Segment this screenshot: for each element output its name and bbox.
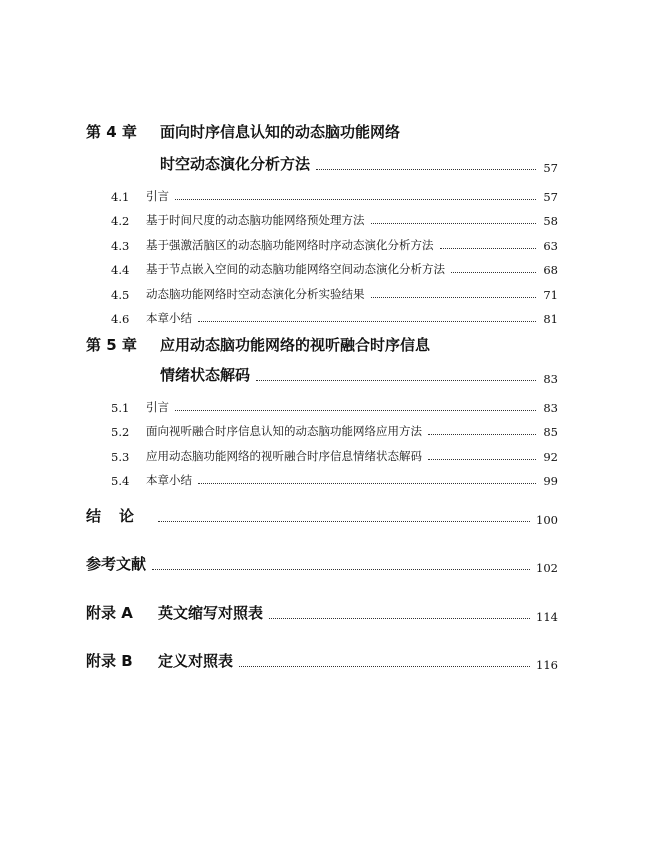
dot-leader — [316, 168, 536, 170]
chapter-title-cont: 时空动态演化分析方法 — [160, 155, 311, 173]
dot-leader — [239, 665, 530, 667]
toc-section-4-1[interactable] — [111, 180, 558, 204]
toc-references[interactable] — [86, 550, 558, 574]
page-number: 92 — [543, 450, 558, 464]
toc-chapter4-heading-cont[interactable] — [86, 150, 558, 174]
section-title: 基于节点嵌入空间的动态脑功能网络空间动态演化分析方法 — [146, 262, 445, 276]
dot-leader — [428, 458, 536, 460]
section-title: 引言 — [146, 189, 169, 203]
toc-appendix-a[interactable] — [86, 599, 558, 623]
page-number: 63 — [543, 239, 558, 253]
toc-section-4-6[interactable] — [111, 302, 558, 326]
section-title: 引言 — [146, 400, 169, 414]
section-title: 动态脑功能网络时空动态演化分析实验结果 — [146, 287, 365, 301]
toc-section-4-3[interactable] — [111, 229, 558, 253]
page-number: 83 — [543, 372, 558, 386]
chapter-number: 第 5 章 — [86, 336, 137, 354]
page-number: 85 — [543, 425, 558, 439]
dot-leader — [198, 320, 536, 322]
appendix-title: 定义对照表 — [158, 652, 234, 670]
dot-leader — [451, 271, 536, 273]
section-number: 5.1 — [111, 401, 130, 415]
toc-conclusion[interactable] — [86, 502, 558, 526]
appendix-label: 附录 B — [86, 652, 133, 670]
toc-section-5-2[interactable] — [111, 415, 558, 439]
toc-section-4-5[interactable] — [111, 278, 558, 302]
page-number: 102 — [536, 561, 558, 575]
dot-leader — [256, 379, 536, 381]
references-title: 参考文献 — [86, 555, 147, 573]
dot-leader — [440, 247, 537, 249]
page-number: 83 — [543, 401, 558, 415]
toc-section-4-4[interactable] — [111, 253, 558, 277]
toc-chapter5-heading[interactable] — [86, 331, 558, 355]
dot-leader — [158, 520, 530, 522]
section-title: 基于时间尺度的动态脑功能网络预处理方法 — [146, 213, 365, 227]
toc-chapter4-heading[interactable] — [86, 118, 558, 142]
section-title: 面向视听融合时序信息认知的动态脑功能网络应用方法 — [146, 424, 422, 438]
toc-chapter5-heading-cont[interactable] — [86, 361, 558, 385]
section-number: 4.1 — [111, 190, 130, 204]
toc-appendix-b[interactable] — [86, 647, 558, 671]
page-number: 116 — [536, 658, 558, 672]
page-number: 68 — [543, 263, 558, 277]
page-number: 81 — [543, 312, 558, 326]
dot-leader — [371, 296, 537, 298]
toc-section-4-2[interactable] — [111, 204, 558, 228]
page-number: 57 — [543, 161, 558, 175]
toc-section-5-1[interactable] — [111, 391, 558, 415]
page-number: 114 — [536, 610, 558, 624]
page-number: 99 — [543, 474, 558, 488]
chapter-title: 应用动态脑功能网络的视听融合时序信息 — [160, 336, 431, 354]
dot-leader — [152, 568, 530, 570]
toc-section-5-3[interactable] — [111, 440, 558, 464]
section-number: 5.4 — [111, 474, 130, 488]
section-title: 应用动态脑功能网络的视听融合时序信息情绪状态解码 — [146, 449, 422, 463]
section-number: 4.3 — [111, 239, 130, 253]
section-title: 本章小结 — [146, 473, 192, 487]
section-title: 基于强激活脑区的动态脑功能网络时序动态演化分析方法 — [146, 238, 434, 252]
dot-leader — [371, 222, 537, 224]
appendix-title: 英文缩写对照表 — [158, 604, 264, 622]
conclusion-title: 结论 — [86, 507, 153, 525]
toc-section-5-4[interactable] — [111, 464, 558, 488]
dot-leader — [428, 433, 536, 435]
dot-leader — [175, 198, 536, 200]
appendix-label: 附录 A — [86, 604, 133, 622]
section-number: 4.4 — [111, 263, 130, 277]
section-title: 本章小结 — [146, 311, 192, 325]
chapter-number: 第 4 章 — [86, 123, 137, 141]
dot-leader — [269, 617, 530, 619]
section-number: 4.5 — [111, 288, 130, 302]
section-number: 5.2 — [111, 425, 130, 439]
dot-leader — [198, 482, 536, 484]
dot-leader — [175, 409, 536, 411]
chapter-title-cont: 情绪状态解码 — [160, 366, 251, 384]
chapter-title: 面向时序信息认知的动态脑功能网络 — [160, 123, 401, 141]
page-number: 100 — [536, 513, 558, 527]
section-number: 5.3 — [111, 450, 130, 464]
section-number: 4.6 — [111, 312, 130, 326]
section-number: 4.2 — [111, 214, 130, 228]
page-number: 58 — [543, 214, 558, 228]
page-number: 57 — [543, 190, 558, 204]
page-number: 71 — [543, 288, 558, 302]
